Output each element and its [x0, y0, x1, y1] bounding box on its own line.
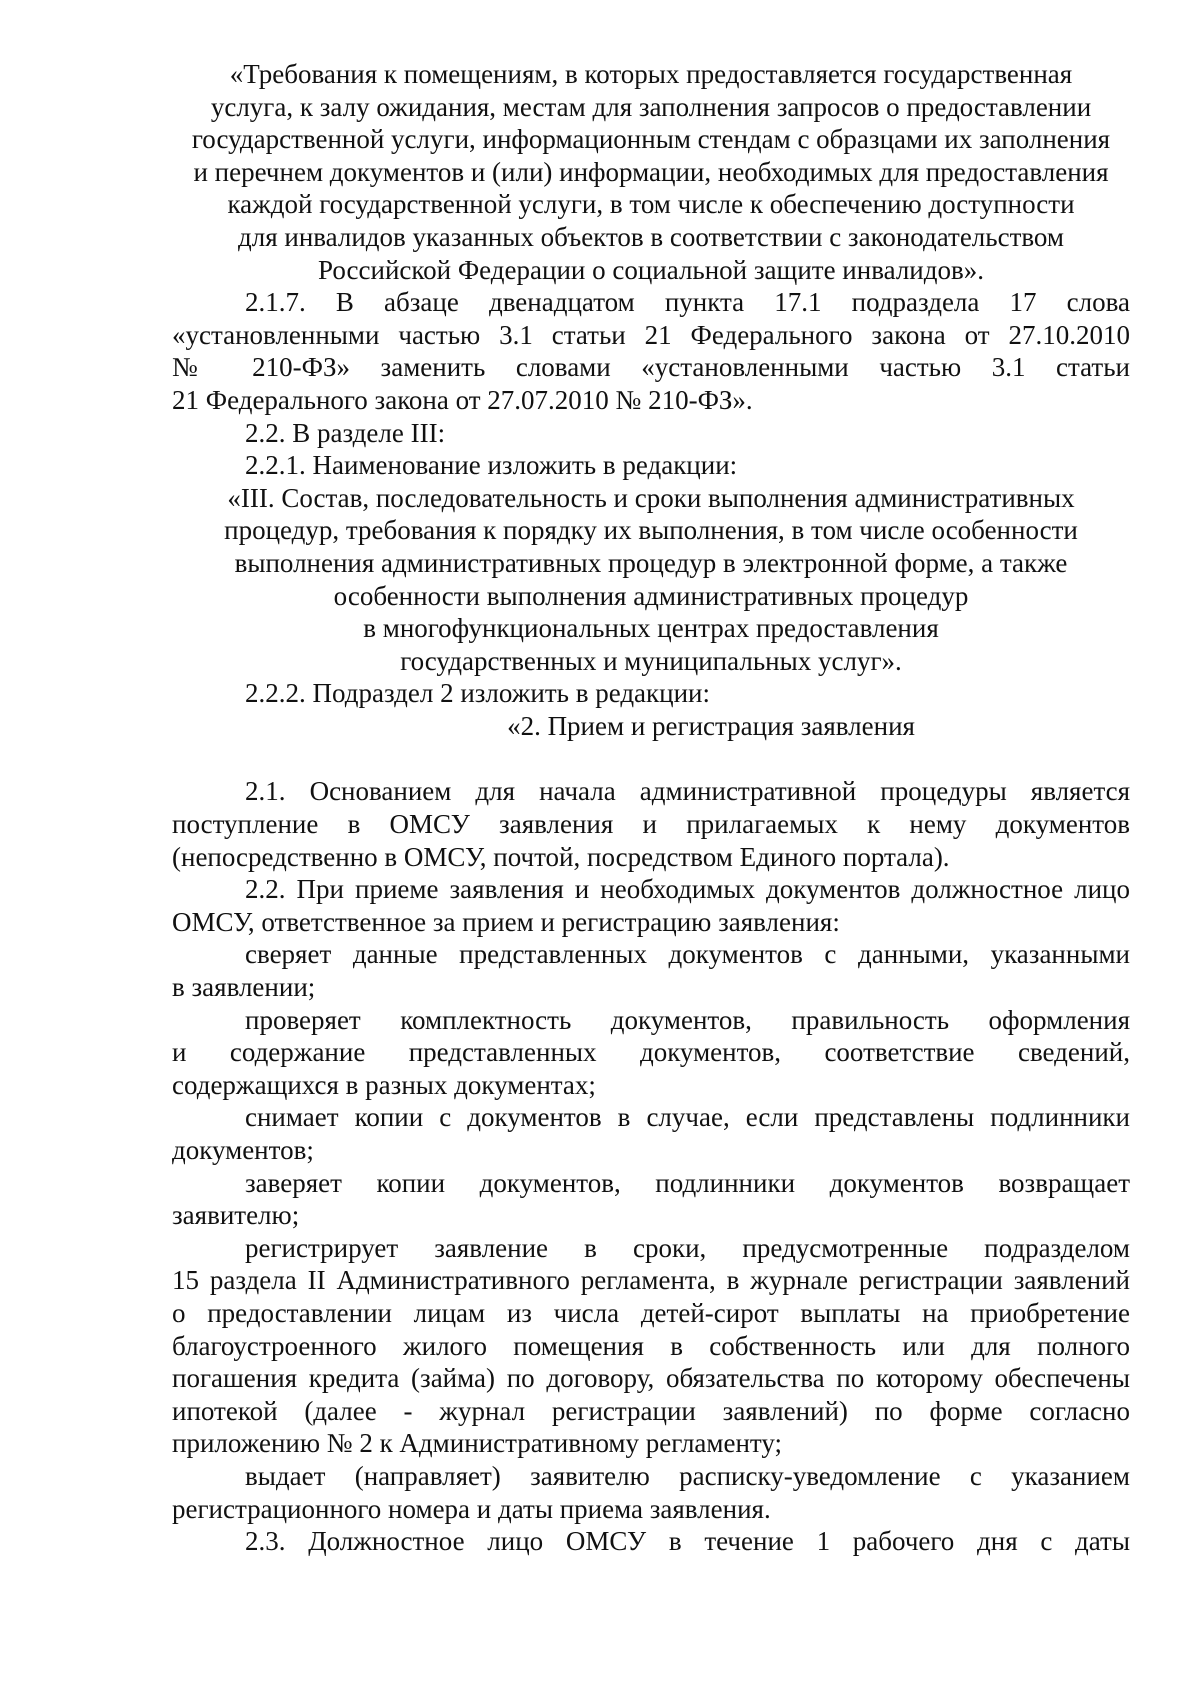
list-item-registers [172, 1232, 1130, 1460]
list-item-issues-receipt [172, 1460, 1130, 1525]
paragraph-line: сверяет данные представленных документов с данными, указанными [245, 939, 1130, 970]
paragraph-line: приложению № 2 к Административному регламенту; [172, 1428, 783, 1459]
paragraph-line: 21 Федерального закона от 27.07.2010 № 210-ФЗ». [172, 384, 753, 415]
paragraph-line: снимает копии с документов в случае, если представлены подлинники [245, 1102, 1130, 1133]
heading-line: особенности выполнения административных процедур [333, 580, 969, 611]
paragraph-line: проверяет комплектность документов, правильность оформления [245, 1004, 1130, 1035]
paragraph-line: № 210-ФЗ» заменить словами «установленными частью 3.1 статьи [172, 352, 1130, 383]
heading-line: и перечнем документов и (или) информации, необходимых для предоставления [193, 156, 1109, 187]
paragraph-line: 2.3. Должностное лицо ОМСУ в течение 1 рабочего дня с даты [245, 1526, 1130, 1557]
heading-line: каждой государственной услуги, в том числе к обеспечению доступности [227, 189, 1075, 220]
paragraph-line: выдает (направляет) заявителю расписку-уведомление с указанием [245, 1460, 1130, 1491]
paragraph-line: (непосредственно в ОМСУ, почтой, посредством Единого портала). [172, 841, 950, 872]
subsection-title: «2. Прием и регистрация заявления [507, 710, 915, 741]
paragraph-line: 2.1.7. В абзаце двенадцатом пункта 17.1 подраздела 17 слова [245, 287, 1130, 318]
paragraph-2-1 [172, 775, 1130, 873]
paragraph-line: заверяет копии документов, подлинники документов возвращает [245, 1167, 1130, 1198]
paragraph-2-2-1: 2.2.1. Наименование изложить в редакции: [245, 450, 738, 481]
paragraph-line: заявителю; [172, 1200, 300, 1231]
paragraph-line: 2.1. Основанием для начала административной процедуры является [245, 776, 1130, 807]
paragraph-line: ипотекой (далее - журнал регистрации заявлений) по форме согласно [172, 1395, 1130, 1426]
paragraph-line: ОМСУ, ответственное за прием и регистрацию заявления: [172, 906, 840, 937]
heading-line: Российской Федерации о социальной защите инвалидов». [318, 254, 984, 285]
paragraph-line: регистрационного номера и даты приема заявления. [172, 1493, 771, 1524]
heading-line: «Требования к помещениям, в которых предоставляется государственная [229, 59, 1073, 89]
paragraph-2-2-2: 2.2.2. Подраздел 2 изложить в редакции: [245, 678, 711, 709]
paragraph-2-2-body [172, 873, 1130, 938]
paragraph-2-1-7 [172, 286, 1130, 416]
paragraph-line: о предоставлении лицам из числа детей-сирот выплаты на приобретение [172, 1297, 1130, 1328]
list-item-checks-data [172, 938, 1130, 1003]
paragraph-line: поступление в ОМСУ заявления и прилагаемых к нему документов [172, 809, 1130, 840]
paragraph-line: в заявлении; [172, 972, 316, 1003]
heading-line: процедур, требования к порядку их выполнения, в том числе особенности [224, 515, 1078, 546]
list-item-verifies-completeness [172, 1004, 1130, 1102]
quoted-heading-section-iii [172, 482, 1130, 678]
heading-line: «III. Состав, последовательность и сроки выполнения административных [227, 482, 1075, 513]
heading-line: государственных и муниципальных услуг». [400, 645, 902, 676]
heading-line: выполнения административных процедур в электронной форме, а также [234, 547, 1068, 578]
paragraph-line: «установленными частью 3.1 статьи 21 Федерального закона от 27.10.2010 [172, 319, 1130, 350]
paragraph-line: регистрирует заявление в сроки, предусмотренные подразделом [245, 1232, 1130, 1263]
paragraph-line: 15 раздела II Административного регламента, в журнале регистрации заявлений [172, 1265, 1130, 1296]
paragraph-line: документов; [172, 1135, 314, 1165]
heading-line: в многофункциональных центрах предоставления [363, 613, 939, 644]
paragraph-2-3 [172, 1525, 1130, 1558]
paragraph-line: благоустроенного жилого помещения в собственность или для полного [172, 1330, 1130, 1361]
quoted-heading-requirements [172, 58, 1130, 286]
list-item-makes-copies [172, 1101, 1130, 1166]
paragraph-line: 2.2. При приеме заявления и необходимых документов должностное лицо [245, 874, 1130, 905]
heading-line: услуга, к залу ожидания, местам для заполнения запросов о предоставлении [210, 91, 1092, 122]
paragraph-line: и содержание представленных документов, соответствие сведений, [172, 1037, 1130, 1068]
heading-line: государственной услуги, информационным стендам с образцами их заполнения [191, 124, 1111, 155]
document-text [172, 58, 1130, 1558]
heading-line: для инвалидов указанных объектов в соответствии с законодательством [237, 221, 1065, 252]
paragraph-line: погашения кредита (займа) по договору, обязательства по которому обеспечены [172, 1363, 1130, 1394]
paragraph-2-2: 2.2. В разделе III: [245, 417, 446, 448]
list-item-certifies-copies [172, 1167, 1130, 1232]
paragraph-line: содержащихся в разных документах; [172, 1069, 596, 1100]
